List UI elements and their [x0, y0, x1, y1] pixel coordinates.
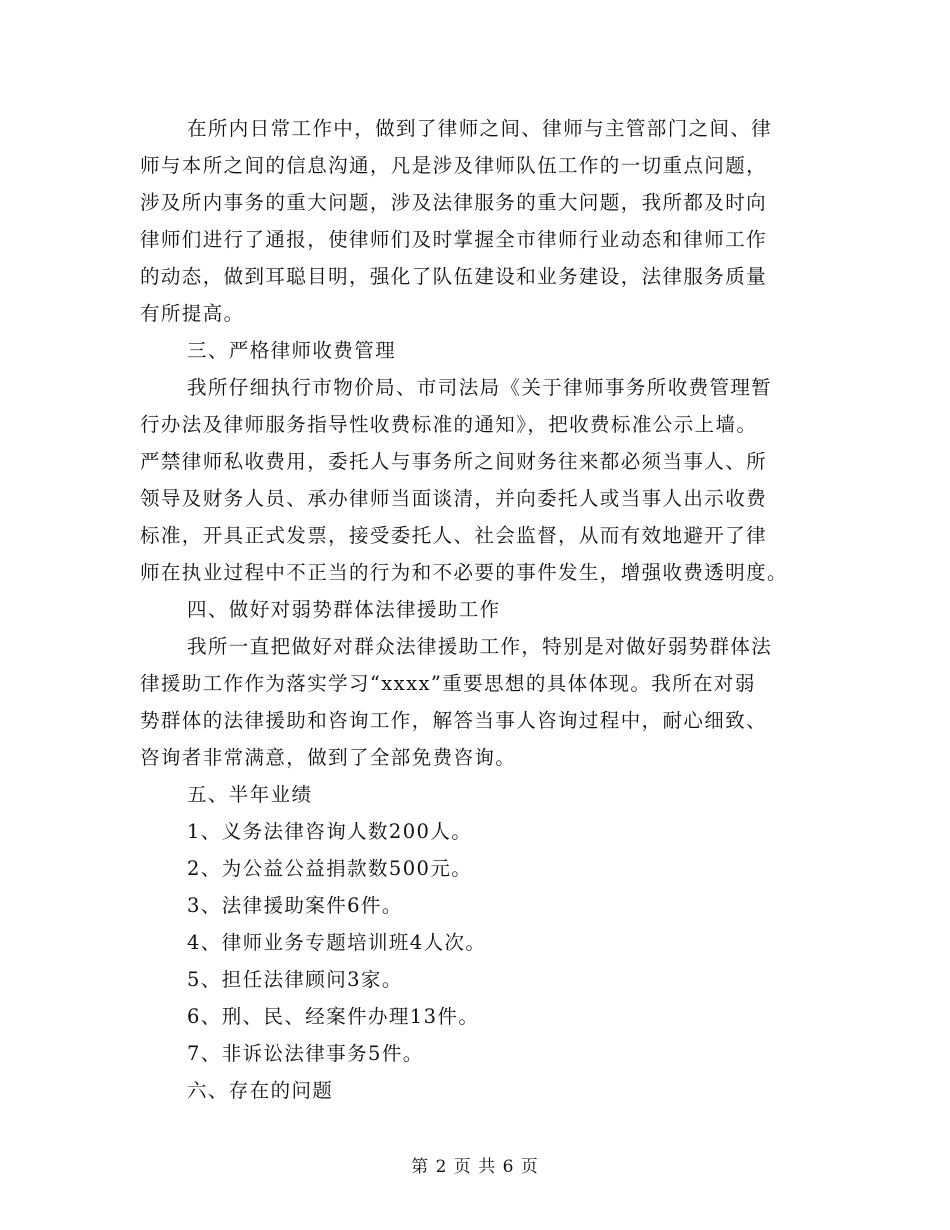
- achievement-item: 7、非诉讼法律事务5件。: [187, 1042, 424, 1065]
- paragraph-line: 有所提高。: [140, 302, 245, 325]
- section-heading-fees: 三、严格律师收费管理: [187, 339, 397, 362]
- paragraph-line: 师与本所之间的信息沟通，凡是涉及律师队伍工作的一切重点问题，: [140, 154, 768, 177]
- achievement-item: 6、刑、民、经案件办理13件。: [187, 1005, 480, 1028]
- achievement-item: 4、律师业务专题培训班4人次。: [187, 931, 487, 954]
- document-body: [140, 110, 820, 1109]
- achievement-item: 2、为公益公益捐款数500元。: [187, 857, 473, 880]
- section-heading-legal-aid: 四、做好对弱势群体法律援助工作: [187, 598, 501, 621]
- section-heading-achievements: 五、半年业绩: [187, 783, 313, 806]
- achievement-item: 3、法律援助案件6件。: [187, 894, 403, 917]
- paragraph-line: 在所内日常工作中，做到了律师之间、律师与主管部门之间、律: [187, 117, 773, 140]
- paragraph-line: 律援助工作作为落实学习“xxxx”重要思想的具体体现。我所在对弱: [140, 672, 756, 695]
- paragraph-line: 标准，开具正式发票，接受委托人、社会监督，从而有效地避开了律: [140, 524, 768, 547]
- paragraph-line: 我所仔细执行市物价局、市司法局《关于律师事务所收费管理暂: [187, 376, 773, 399]
- paragraph-line: 师在执业过程中不正当的行为和不必要的事件发生，增强收费透明度。: [140, 561, 788, 584]
- paragraph-line: 我所一直把做好对群众法律援助工作，特别是对做好弱势群体法: [187, 635, 773, 658]
- page-number-footer: 第 2 页 共 6 页: [411, 1157, 539, 1177]
- paragraph-line: 咨询者非常满意，做到了全部免费咨询。: [140, 746, 517, 769]
- paragraph-line: 涉及所内事务的重大问题，涉及法律服务的重大问题，我所都及时向: [140, 191, 768, 214]
- paragraph-line: 的动态，做到耳聪目明，强化了队伍建设和业务建设，法律服务质量: [140, 265, 768, 288]
- paragraph-line: 领导及财务人员、承办律师当面谈清，并向委托人或当事人出示收费: [140, 487, 768, 510]
- section-heading-problems: 六、存在的问题: [187, 1079, 334, 1102]
- paragraph-line: 势群体的法律援助和咨询工作，解答当事人咨询过程中，耐心细致、: [140, 709, 768, 732]
- achievement-item: 1、义务法律咨询人数200人。: [187, 820, 473, 843]
- paragraph-line: 行办法及律师服务指导性收费标准的通知》，把收费标准公示上墙。: [140, 413, 758, 436]
- paragraph-line: 严禁律师私收费用，委托人与事务所之间财务往来都必须当事人、所: [140, 450, 768, 473]
- paragraph-line: 律师们进行了通报，使律师们及时掌握全市律师行业动态和律师工作: [140, 228, 768, 251]
- achievement-item: 5、担任法律顾问3家。: [187, 968, 403, 991]
